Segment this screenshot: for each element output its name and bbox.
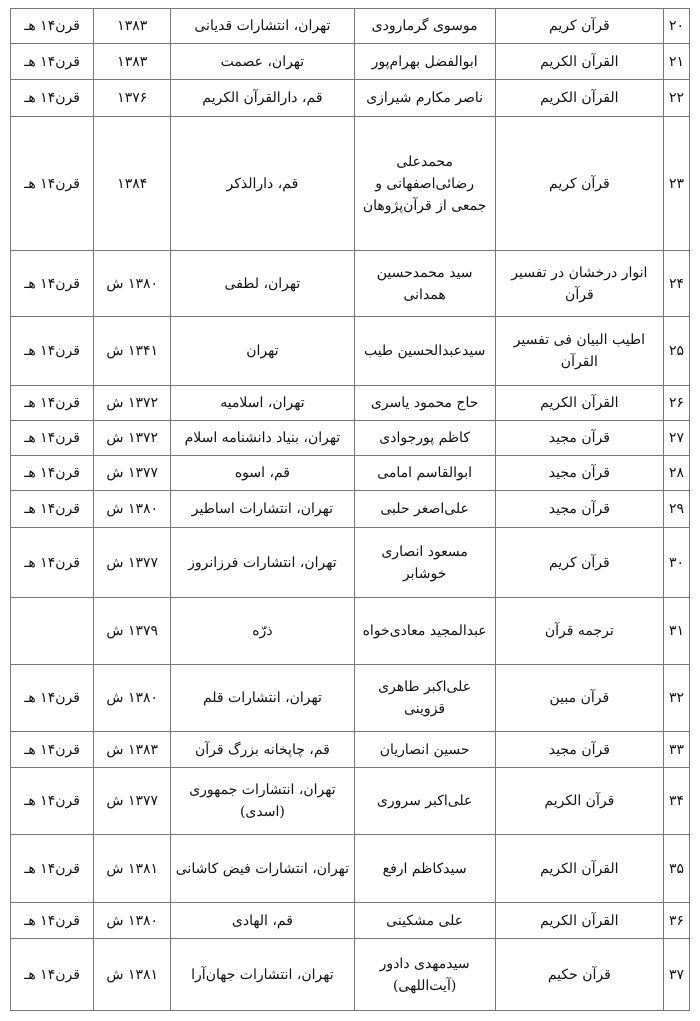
cell-publisher: تهران، انتشارات اساطیر [171,491,354,528]
cell-publisher: تهران، انتشارات قلم [171,665,354,732]
cell-century: قرن۱۴ هـ [11,768,94,835]
cell-title: قرآن کریم [495,9,663,44]
cell-year: ۱۳۸۳ ش [94,732,171,768]
cell-title: قرآن الکریم [495,768,663,835]
table-row [11,835,690,903]
cell-title: القرآن الکریم [495,80,663,117]
cell-year: ۱۳۸۳ [94,9,171,44]
cell-title: قرآن مجید [495,421,663,456]
cell-century: قرن۱۴ هـ [11,80,94,117]
cell-year: ۱۳۷۷ ش [94,768,171,835]
cell-num: ۲۳ [663,117,689,251]
cell-title: قرآن مجید [495,491,663,528]
cell-translator: مسعود انصاری خوشابر [354,528,495,598]
cell-publisher: تهران، بنیاد دانشنامه اسلام [171,421,354,456]
cell-year: ۱۳۷۲ ش [94,421,171,456]
cell-num: ۳۶ [663,903,689,939]
cell-translator: سیدکاظم ارفع [354,835,495,903]
cell-num: ۲۰ [663,9,689,44]
cell-publisher: تهران، عصمت [171,44,354,80]
cell-publisher: قم، دارالذکر [171,117,354,251]
table-row [11,44,690,80]
cell-year: ۱۳۸۴ [94,117,171,251]
table-row [11,421,690,456]
cell-century: قرن۱۴ هـ [11,317,94,386]
cell-num: ۲۸ [663,456,689,491]
cell-num: ۳۲ [663,665,689,732]
cell-year: ۱۳۸۱ ش [94,939,171,1011]
cell-translator: سیدمهدی دادور (آیت‌اللهی) [354,939,495,1011]
cell-publisher: قم، اسوه [171,456,354,491]
cell-century [11,598,94,665]
cell-century: قرن۱۴ هـ [11,732,94,768]
cell-translator: علی‌اکبر طاهری قزوینی [354,665,495,732]
table-row [11,386,690,421]
table-row [11,251,690,317]
cell-publisher: تهران [171,317,354,386]
cell-year: ۱۳۷۶ [94,80,171,117]
cell-title: انوار درخشان در تفسیر قرآن [495,251,663,317]
cell-century: قرن۱۴ هـ [11,456,94,491]
cell-century: قرن۱۴ هـ [11,835,94,903]
cell-title: قرآن کریم [495,117,663,251]
table-row [11,9,690,44]
cell-publisher: ذرّه [171,598,354,665]
cell-century: قرن۱۴ هـ [11,117,94,251]
cell-publisher: تهران، انتشارات قدیانی [171,9,354,44]
cell-translator: ناصر مکارم شیرازی [354,80,495,117]
cell-century: قرن۱۴ هـ [11,386,94,421]
cell-translator: علی‌اصغر حلبی [354,491,495,528]
cell-century: قرن۱۴ هـ [11,903,94,939]
table-row [11,665,690,732]
table-row [11,456,690,491]
cell-title: القرآن الکریم [495,903,663,939]
cell-century: قرن۱۴ هـ [11,665,94,732]
cell-publisher: تهران، انتشارات جهان‌آرا [171,939,354,1011]
table-row [11,317,690,386]
table-row [11,528,690,598]
cell-publisher: تهران، انتشارات فرزانروز [171,528,354,598]
cell-year: ۱۳۷۲ ش [94,386,171,421]
cell-publisher: قم، دارالقرآن الکریم [171,80,354,117]
cell-title: القرآن الکریم [495,835,663,903]
cell-year: ۱۳۷۷ ش [94,456,171,491]
cell-title: قرآن مجید [495,732,663,768]
cell-translator: ابوالقاسم امامی [354,456,495,491]
cell-num: ۲۲ [663,80,689,117]
cell-century: قرن۱۴ هـ [11,528,94,598]
cell-century: قرن۱۴ هـ [11,251,94,317]
translations-table [10,8,690,1011]
cell-year: ۱۳۸۰ ش [94,491,171,528]
cell-num: ۲۹ [663,491,689,528]
table-row [11,80,690,117]
cell-publisher: تهران، انتشارات جمهوری (اسدی) [171,768,354,835]
cell-translator: کاظم پورجوادی [354,421,495,456]
cell-num: ۳۰ [663,528,689,598]
cell-translator: حسین انصاریان [354,732,495,768]
cell-title: القرآن الکریم [495,44,663,80]
cell-title: قرآن حکیم [495,939,663,1011]
cell-century: قرن۱۴ هـ [11,44,94,80]
cell-publisher: تهران، لطفی [171,251,354,317]
cell-title: القرآن الکریم [495,386,663,421]
table-row [11,732,690,768]
cell-title: قرآن کریم [495,528,663,598]
cell-year: ۱۳۷۹ ش [94,598,171,665]
cell-year: ۱۳۸۳ [94,44,171,80]
table-row [11,491,690,528]
cell-publisher: قم، الهادی [171,903,354,939]
cell-century: قرن۱۴ هـ [11,939,94,1011]
cell-num: ۲۴ [663,251,689,317]
cell-title: اطیب البیان فی تفسیر القرآن [495,317,663,386]
cell-translator: ابوالفضل بهرام‌پور [354,44,495,80]
table-row [11,598,690,665]
cell-publisher: قم، چاپخانه بزرگ قرآن [171,732,354,768]
cell-publisher: تهران، انتشارات فیض کاشانی [171,835,354,903]
cell-num: ۳۷ [663,939,689,1011]
cell-year: ۱۳۷۷ ش [94,528,171,598]
cell-num: ۲۱ [663,44,689,80]
cell-num: ۳۳ [663,732,689,768]
cell-year: ۱۳۸۱ ش [94,835,171,903]
cell-year: ۱۳۸۰ ش [94,251,171,317]
cell-translator: علی مشکینی [354,903,495,939]
table-row [11,768,690,835]
table-row [11,903,690,939]
cell-num: ۲۶ [663,386,689,421]
cell-num: ۲۷ [663,421,689,456]
cell-num: ۳۴ [663,768,689,835]
cell-translator: سیدعبدالحسین طیب [354,317,495,386]
table-row [11,117,690,251]
cell-translator: عبدالمجید معادی‌خواه [354,598,495,665]
cell-century: قرن۱۴ هـ [11,421,94,456]
cell-num: ۲۵ [663,317,689,386]
cell-translator: علی‌اکبر سروری [354,768,495,835]
cell-translator: محمدعلی رضائی‌اصفهانی و جمعی از قرآن‌پژوهان [354,117,495,251]
cell-century: قرن۱۴ هـ [11,9,94,44]
cell-century: قرن۱۴ هـ [11,491,94,528]
cell-title: ترجمه قرآن [495,598,663,665]
cell-num: ۳۵ [663,835,689,903]
cell-num: ۳۱ [663,598,689,665]
cell-translator: سید محمدحسین همدانی [354,251,495,317]
cell-title: قرآن مجید [495,456,663,491]
cell-translator: موسوی گرمارودی [354,9,495,44]
cell-translator: حاج محمود یاسری [354,386,495,421]
cell-year: ۱۳۴۱ ش [94,317,171,386]
cell-year: ۱۳۸۰ ش [94,665,171,732]
cell-year: ۱۳۸۰ ش [94,903,171,939]
cell-title: قرآن مبین [495,665,663,732]
cell-publisher: تهران، اسلامیه [171,386,354,421]
table-row [11,939,690,1011]
